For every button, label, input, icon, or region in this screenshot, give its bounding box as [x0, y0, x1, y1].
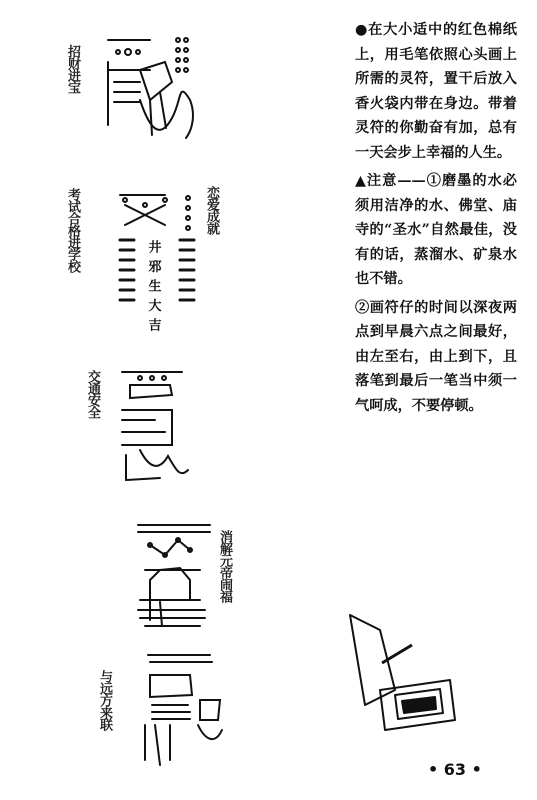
talisman-label: 交通安全 [85, 370, 100, 418]
talisman-label: 与远方来联 [97, 670, 112, 730]
paragraph-note-water: ▲注意——①磨墨的水必须用洁净的水、佛堂、庙寺的“圣水”自然最佳，没有的话，蒸溜水、矿泉水也不错。 [355, 173, 517, 287]
talisman-5-drawing [145, 655, 222, 765]
talisman-4-drawing [138, 525, 210, 626]
paragraph-note-timing: ②画符仔的时间以深夜两点到早晨六点之间最好，由左至右，由上到下，且落笔到最后一笔当中须一气呵成，不要停顿。 [355, 299, 517, 414]
instruction-text [355, 18, 517, 422]
talisman-label: 消解元帝闹福 [217, 530, 232, 602]
talisman-label: 招财进宝 [65, 45, 80, 93]
talisman-3-drawing [122, 372, 188, 480]
paragraph-intro: ●在大小适中的红色棉纸上，用毛笔依照心头画上所需的灵符，置干后放入香火袋内带在身边。带着灵符的你勤奋有加，总有一天会步上幸福的人生。 [355, 22, 517, 161]
brush-inkstone-illustration [340, 605, 460, 735]
talisman-label: 考试合格进学校 [65, 188, 80, 272]
talisman-label: 恋爱成就 [204, 186, 219, 234]
talisman-1-drawing [108, 38, 193, 138]
page-number: • 63 • [428, 760, 482, 779]
talisman-inscription: 井 邪 生 大 吉 [145, 240, 161, 333]
